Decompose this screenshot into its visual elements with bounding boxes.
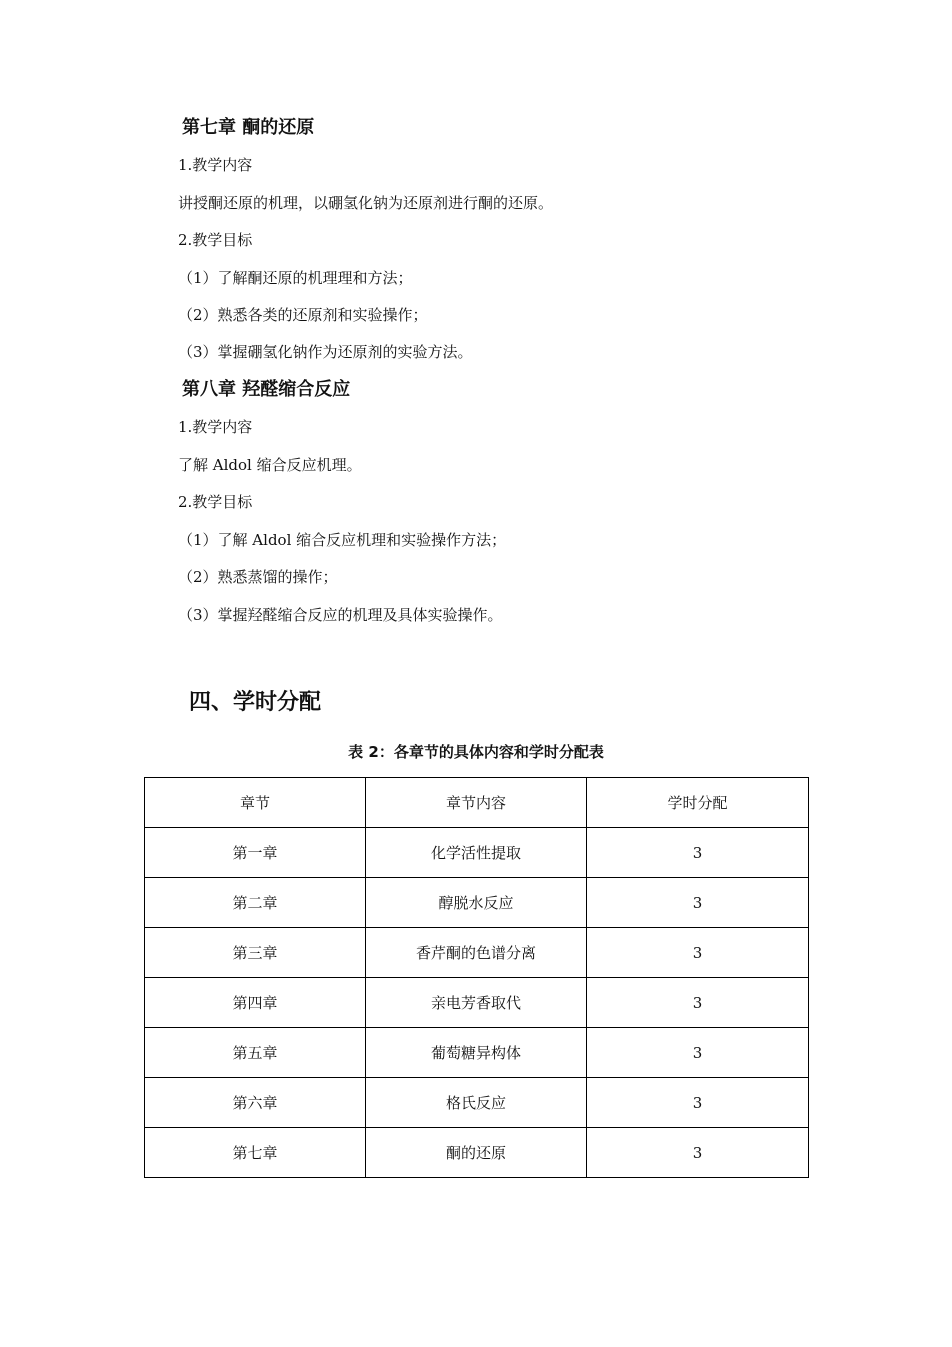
hours-cell: 3 <box>587 1078 809 1128</box>
chapter7-goal-3: （3）掌握硼氢化钠作为还原剂的实验方法。 <box>178 343 473 361</box>
column-header-hours: 学时分配 <box>587 778 809 828</box>
chapter7-heading: 第七章 酮的还原 <box>182 117 315 138</box>
content-cell: 亲电芳香取代 <box>366 978 587 1028</box>
content-cell: 醇脱水反应 <box>366 878 587 928</box>
hours-cell: 3 <box>587 978 809 1028</box>
chapter8-goal-1: （1）了解 Aldol 缩合反应机理和实验操作方法； <box>178 531 507 549</box>
table-row <box>145 828 809 878</box>
chapter8-goals-label: 2.教学目标 <box>178 493 253 511</box>
table-caption: 表 2：各章节的具体内容和学时分配表 <box>348 743 604 761</box>
table-header-row <box>145 778 809 828</box>
chapter-cell: 第二章 <box>145 878 366 928</box>
chapter7-goal-2: （2）熟悉各类的还原剂和实验操作； <box>178 306 428 324</box>
table-row <box>145 978 809 1028</box>
chapter7-content-label: 1.教学内容 <box>178 156 253 174</box>
table-row <box>145 1028 809 1078</box>
hours-cell: 3 <box>587 1128 809 1178</box>
hours-cell: 3 <box>587 1028 809 1078</box>
table-row <box>145 1128 809 1178</box>
chapter-cell: 第三章 <box>145 928 366 978</box>
chapter7-goals-label: 2.教学目标 <box>178 231 253 249</box>
chapter-cell: 第七章 <box>145 1128 366 1178</box>
table-row <box>145 878 809 928</box>
table-row <box>145 1078 809 1128</box>
chapter8-goal-3: （3）掌握羟醛缩合反应的机理及具体实验操作。 <box>178 606 503 624</box>
chapter8-heading: 第八章 羟醛缩合反应 <box>182 379 351 400</box>
table-row <box>145 928 809 978</box>
chapter-cell: 第五章 <box>145 1028 366 1078</box>
chapter7-content-text: 讲授酮还原的机理，以硼氢化钠为还原剂进行酮的还原。 <box>178 194 554 212</box>
hours-allocation-table <box>144 777 809 1178</box>
chapter-cell: 第六章 <box>145 1078 366 1128</box>
hours-cell: 3 <box>587 828 809 878</box>
section4-heading: 四、学时分配 <box>189 690 322 715</box>
content-cell: 格氏反应 <box>366 1078 587 1128</box>
chapter7-goal-1: （1）了解酮还原的机理理和方法； <box>178 269 413 287</box>
content-cell: 酮的还原 <box>366 1128 587 1178</box>
chapter8-content-text: 了解 Aldol 缩合反应机理。 <box>178 456 362 474</box>
chapter-cell: 第一章 <box>145 828 366 878</box>
content-cell: 香芹酮的色谱分离 <box>366 928 587 978</box>
content-cell: 化学活性提取 <box>366 828 587 878</box>
hours-cell: 3 <box>587 878 809 928</box>
column-header-content: 章节内容 <box>366 778 587 828</box>
content-cell: 葡萄糖异构体 <box>366 1028 587 1078</box>
column-header-chapter: 章节 <box>145 778 366 828</box>
chapter8-goal-2: （2）熟悉蒸馏的操作； <box>178 568 338 586</box>
chapter-cell: 第四章 <box>145 978 366 1028</box>
chapter8-content-label: 1.教学内容 <box>178 418 253 436</box>
hours-cell: 3 <box>587 928 809 978</box>
